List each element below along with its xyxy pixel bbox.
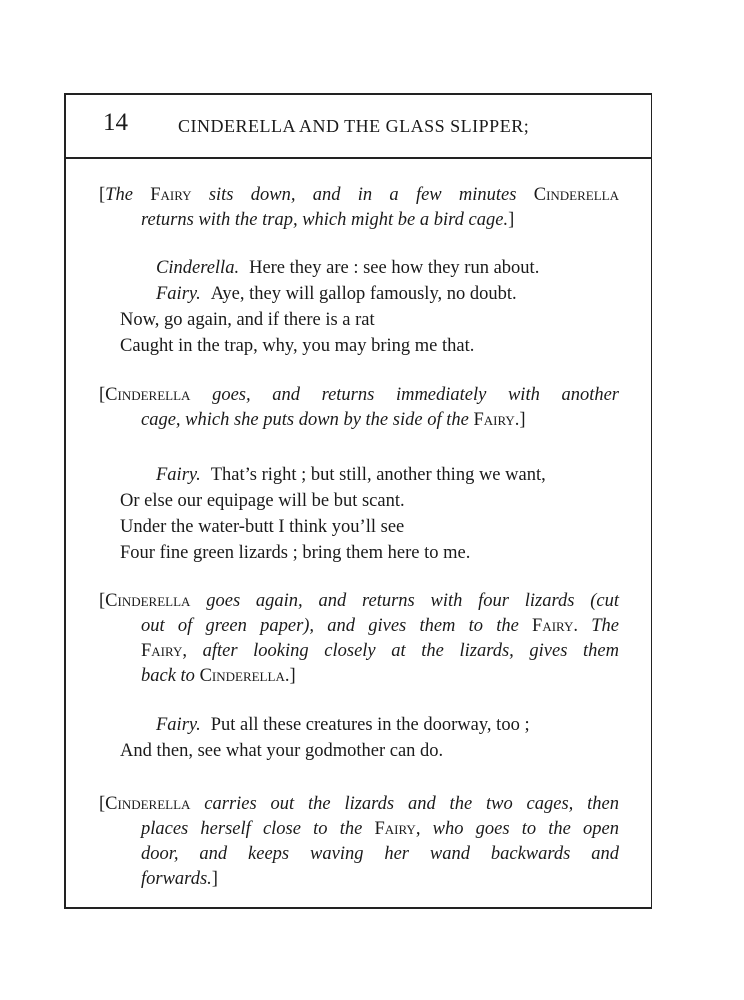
verse-line: Fairy. That’s right ; but still, another thing we want, (156, 465, 546, 485)
verse-block-1 (120, 255, 620, 359)
verse-line: Caught in the trap, why, you may bring me that. (120, 336, 475, 356)
verse-line: Cinderella. Here they are : see how they run about. (156, 258, 540, 278)
stage-direction-3 (99, 589, 619, 689)
stage-direction-4 (99, 792, 619, 892)
verse-line: Fairy. Aye, they will gallop famously, no doubt. (156, 284, 517, 304)
verse-line: And then, see what your godmother can do. (120, 741, 444, 761)
stage-direction-line: out of green paper), and gives them to the Fairy. The (141, 616, 619, 636)
verse-line: Or else our equipage will be but scant. (120, 491, 405, 511)
page-number: 14 (103, 109, 128, 136)
stage-direction-line: Fairy, after looking closely at the lizards, gives them (141, 641, 619, 661)
stage-direction-2 (99, 383, 619, 433)
stage-direction-line: cage, which she puts down by the side of the Fairy.] (141, 410, 526, 430)
stage-direction-line: [Cinderella carries out the lizards and the two cages, then (99, 794, 619, 814)
stage-direction-line: places herself close to the Fairy, who goes to the open (141, 819, 619, 839)
stage-direction-1 (99, 183, 619, 233)
speaker-name: Fairy. (156, 465, 201, 485)
verse-line: Now, go again, and if there is a rat (120, 310, 375, 330)
stage-direction-line: [The Fairy sits down, and in a few minutes Cinderella (99, 185, 620, 205)
running-head: CINDERELLA AND THE GLASS SLIPPER; (178, 116, 530, 136)
header-rule (64, 157, 652, 159)
stage-direction-line: [Cinderella goes again, and returns with four lizards (cut (99, 591, 619, 611)
stage-direction-line: forwards.] (141, 869, 218, 889)
verse-block-3 (120, 712, 620, 764)
stage-direction-line: [Cinderella goes, and returns immediately with another (99, 385, 619, 405)
verse-block-2 (120, 462, 620, 566)
stage-direction-line: back to Cinderella.] (141, 666, 296, 686)
stage-direction-line: door, and keeps waving her wand backwards and (141, 844, 619, 864)
verse-line: Four fine green lizards ; bring them here to me. (120, 543, 471, 563)
verse-line: Fairy. Put all these creatures in the doorway, too ; (156, 715, 530, 735)
speaker-name: Fairy. (156, 715, 201, 735)
speaker-name: Fairy. (156, 284, 201, 304)
verse-line: Under the water-butt I think you’ll see (120, 517, 405, 537)
speaker-name: Cinderella. (156, 258, 240, 278)
stage-direction-line: returns with the trap, which might be a bird cage.] (141, 210, 515, 230)
